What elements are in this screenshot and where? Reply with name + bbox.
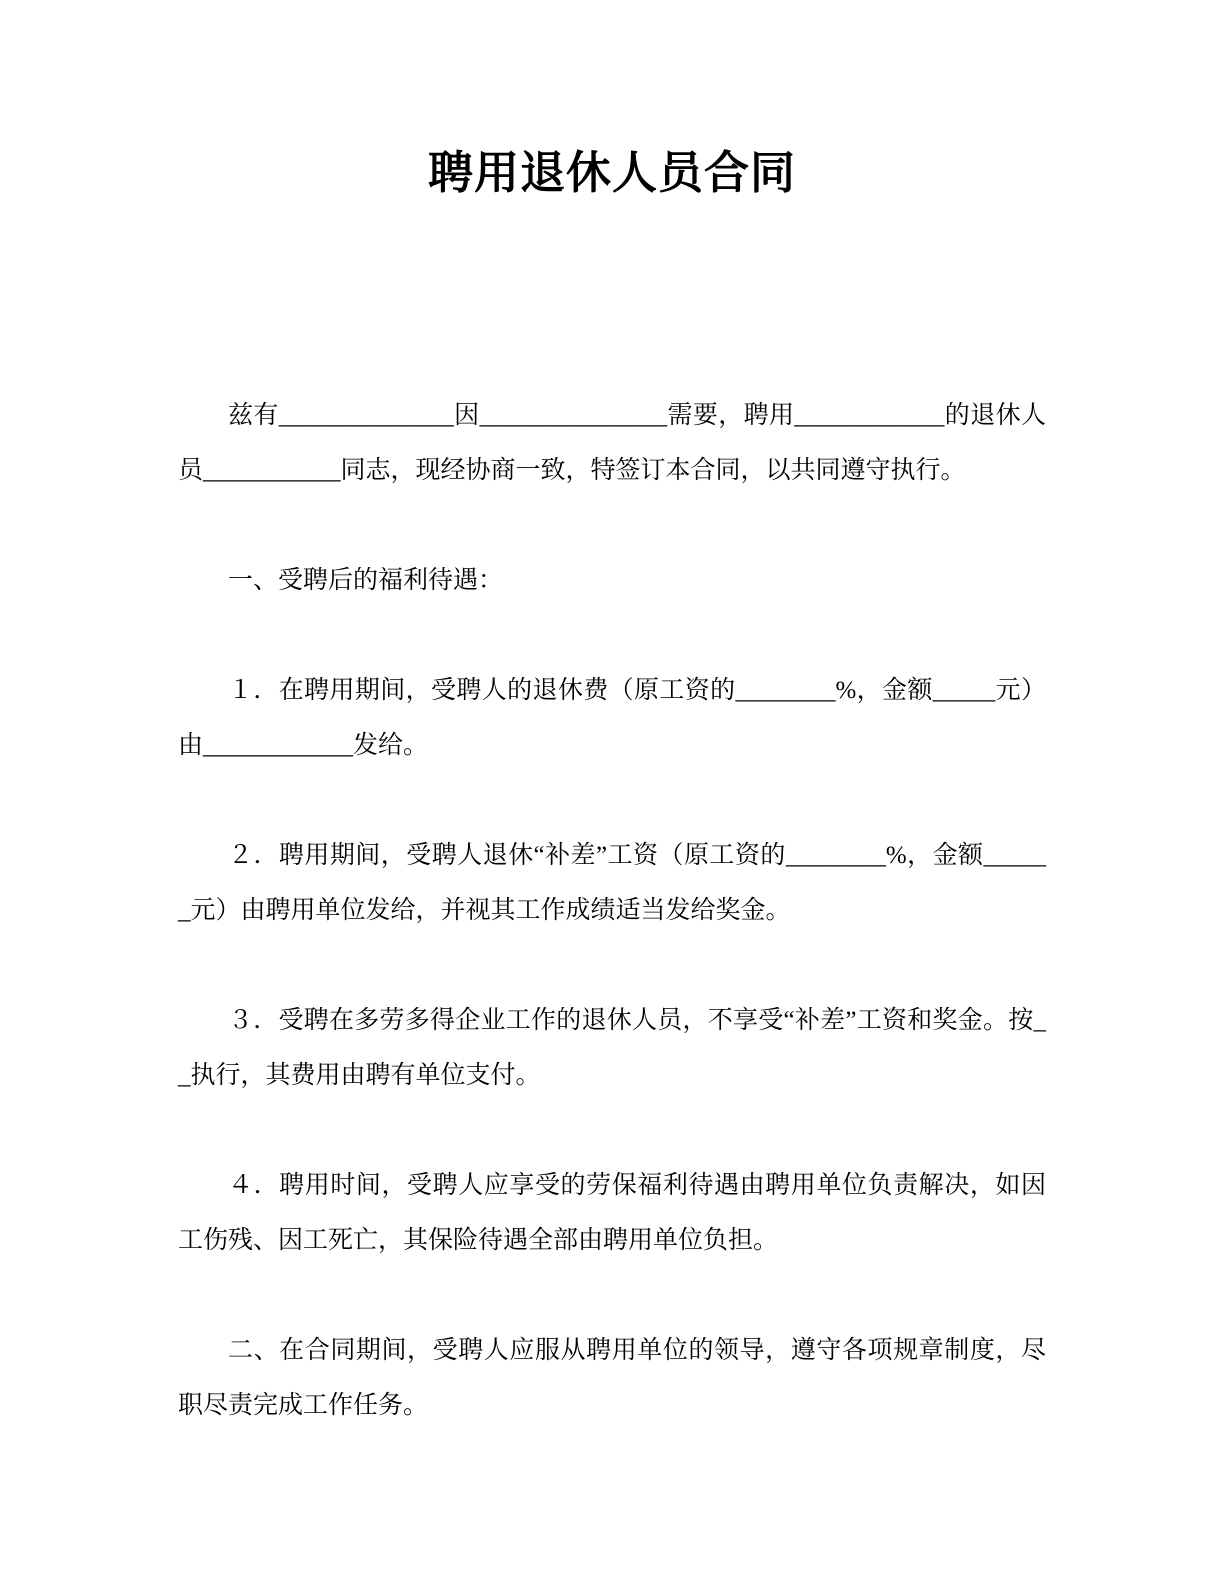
section-2-paragraph: 二、在合同期间，受聘人应服从聘用单位的领导，遵守各项规章制度，尽职尽责完成工作任务。 [178, 1337, 1046, 1419]
clause-4: ４．聘用时间，受聘人应享受的劳保福利待遇由聘用单位负责解决，如因工伤残、因工死亡，其保险待遇全部由聘用单位负担。 [178, 1172, 1046, 1254]
clause-2: ２．聘用期间，受聘人退休“补差”工资（原工资的________%，金额______元）由聘用单位发给，并视其工作成绩适当发给奖金。 [178, 842, 1046, 924]
document-body [178, 200, 1046, 1433]
document-title: 聘用退休人员合同 [427, 147, 796, 198]
intro-paragraph: 兹有______________因_______________需要，聘用____________的退休人员___________同志，现经协商一致，特签订本合同，以共同遵守执行。 [178, 402, 1046, 484]
clause-1: １．在聘用期间，受聘人的退休费（原工资的________%，金额_____元）由____________发给。 [178, 677, 1046, 759]
section-1-heading: 一、受聘后的福利待遇： [228, 567, 504, 594]
clause-3: ３．受聘在多劳多得企业工作的退休人员，不享受“补差”工资和奖金。按__执行，其费用由聘有单位支付。 [178, 1007, 1046, 1089]
